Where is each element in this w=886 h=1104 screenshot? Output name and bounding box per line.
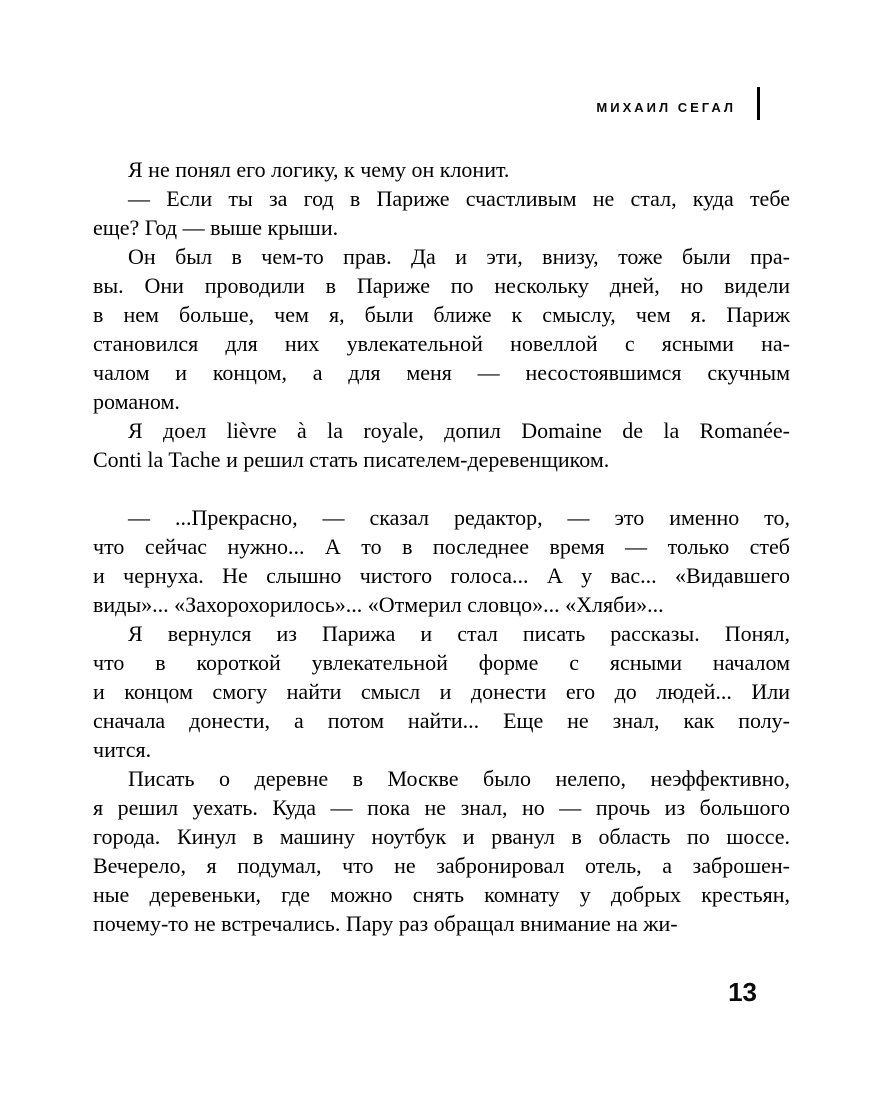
paragraph xyxy=(93,184,790,242)
text-line: романом. xyxy=(93,389,180,414)
text-line: и чернуха. Не слышно чистого голоса... А у вас... «Видавшего xyxy=(93,563,790,588)
header-divider-bar xyxy=(757,87,760,120)
paragraph xyxy=(93,416,790,474)
text-line: я решил уехать. Куда — пока не знал, но — прочь из большого xyxy=(93,795,790,820)
text-line: сначала донести, а потом найти... Еще не знал, как полу- xyxy=(93,708,790,733)
paragraph xyxy=(93,242,790,416)
running-header xyxy=(596,87,760,120)
author-name: МИХАИЛ СЕГАЛ xyxy=(596,100,736,115)
paragraph xyxy=(93,155,790,184)
text-line: ные деревеньки, где можно снять комнату у добрых крестьян, xyxy=(93,882,790,907)
text-line: Conti la Tache и решил стать писателем-деревенщиком. xyxy=(93,447,610,472)
paragraph xyxy=(93,619,790,764)
text-line: Я доел lièvre à la royale, допил Domaine de la Romanée- xyxy=(128,418,790,443)
text-line: чится. xyxy=(93,737,152,762)
text-line: что в короткой увлекательной форме с ясными началом xyxy=(93,650,790,675)
paragraph xyxy=(93,764,790,938)
text-line: Я вернулся из Парижа и стал писать рассказы. Понял, xyxy=(128,621,790,646)
text-line: становился для них увлекательной новеллой с ясными на- xyxy=(93,331,790,356)
text-line: Писать о деревне в Москве было нелепо, неэффективно, xyxy=(128,766,790,791)
text-line: города. Кинул в машину ноутбук и рванул в область по шоссе. xyxy=(93,824,790,849)
text-line: Он был в чем-то прав. Да и эти, внизу, тоже были пра- xyxy=(128,244,790,269)
text-line: Вечерело, я подумал, что не забронировал отель, а заброшен- xyxy=(93,853,790,878)
text-line: виды»... «Захорохорилось»... «Отмерил словцо»... «Хляби»... xyxy=(93,592,664,617)
text-line: почему-то не встречались. Пару раз обращал внимание на жи- xyxy=(93,911,678,936)
text-line: Я не понял его логику, к чему он клонит. xyxy=(128,157,510,182)
page-number: 13 xyxy=(728,977,757,1007)
body-text xyxy=(93,155,790,938)
text-line: чалом и концом, а для меня — несостоявшимся скучным xyxy=(93,360,790,385)
paragraph xyxy=(93,503,790,619)
text-line: что сейчас нужно... А то в последнее время — только стеб xyxy=(93,534,790,559)
text-line: вы. Они проводили в Париже по нескольку дней, но видели xyxy=(93,273,790,298)
text-line: в нем больше, чем я, были ближе к смыслу, чем я. Париж xyxy=(93,302,790,327)
text-line: — ...Прекрасно, — сказал редактор, — это именно то, xyxy=(128,505,790,530)
text-line: — Если ты за год в Париже счастливым не стал, куда тебе xyxy=(128,186,790,211)
text-line: и концом смогу найти смысл и донести его до людей... Или xyxy=(93,679,790,704)
text-line: еще? Год — выше крыши. xyxy=(93,215,339,240)
